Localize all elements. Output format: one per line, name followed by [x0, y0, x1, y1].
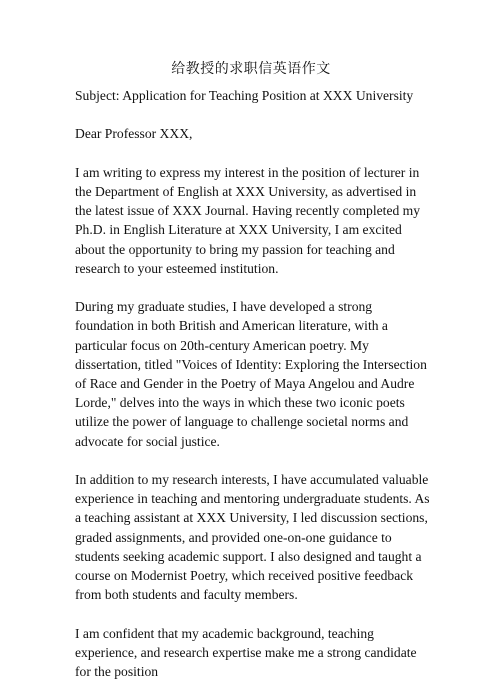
letter-paragraph-4: I am confident that my academic background, teaching experience, and research expertise make me a strong candidate for the position — [75, 625, 417, 680]
letter-body — [75, 86, 431, 700]
letter-paragraph-2: During my graduate studies, I have developed a strong foundation in both British and American literature, with a particular focus on 20th-century American poetry. My dissertation, titled "Voices of Identity: Exploring the Intersection of Race and Gender in the Poetry of Maya Angelou and Audre Lorde," delves into the ways in which these two iconic poets utilize the power of language to challenge societal norms and advocate for social justice. — [75, 299, 427, 449]
letter-subject: Subject: Application for Teaching Position at XXX University — [75, 88, 414, 103]
document-title: 给教授的求职信英语作文 — [171, 61, 331, 77]
letter-paragraph-1: I am writing to express my interest in the position of lecturer in the Department of English at XXX University, as advertised in the latest issue of XXX Journal. Having recently completed my Ph.D. in English Literature at XXX University, I am excited about the opportunity to bring my passion for teaching and research to your esteemed institution. — [75, 164, 421, 276]
letter-salutation: Dear Professor XXX, — [75, 126, 193, 142]
letter-paragraph-3: In addition to my research interests, I have accumulated valuable experience in teaching and mentoring undergraduate students. As a teaching assistant at XXX University, I led discussion sections, graded assignments, and provided one-on-one guidance to students seeking academic support. I also designed and taught a course on Modernist Poetry, which received positive feedback from both students and faculty members. — [75, 472, 430, 603]
